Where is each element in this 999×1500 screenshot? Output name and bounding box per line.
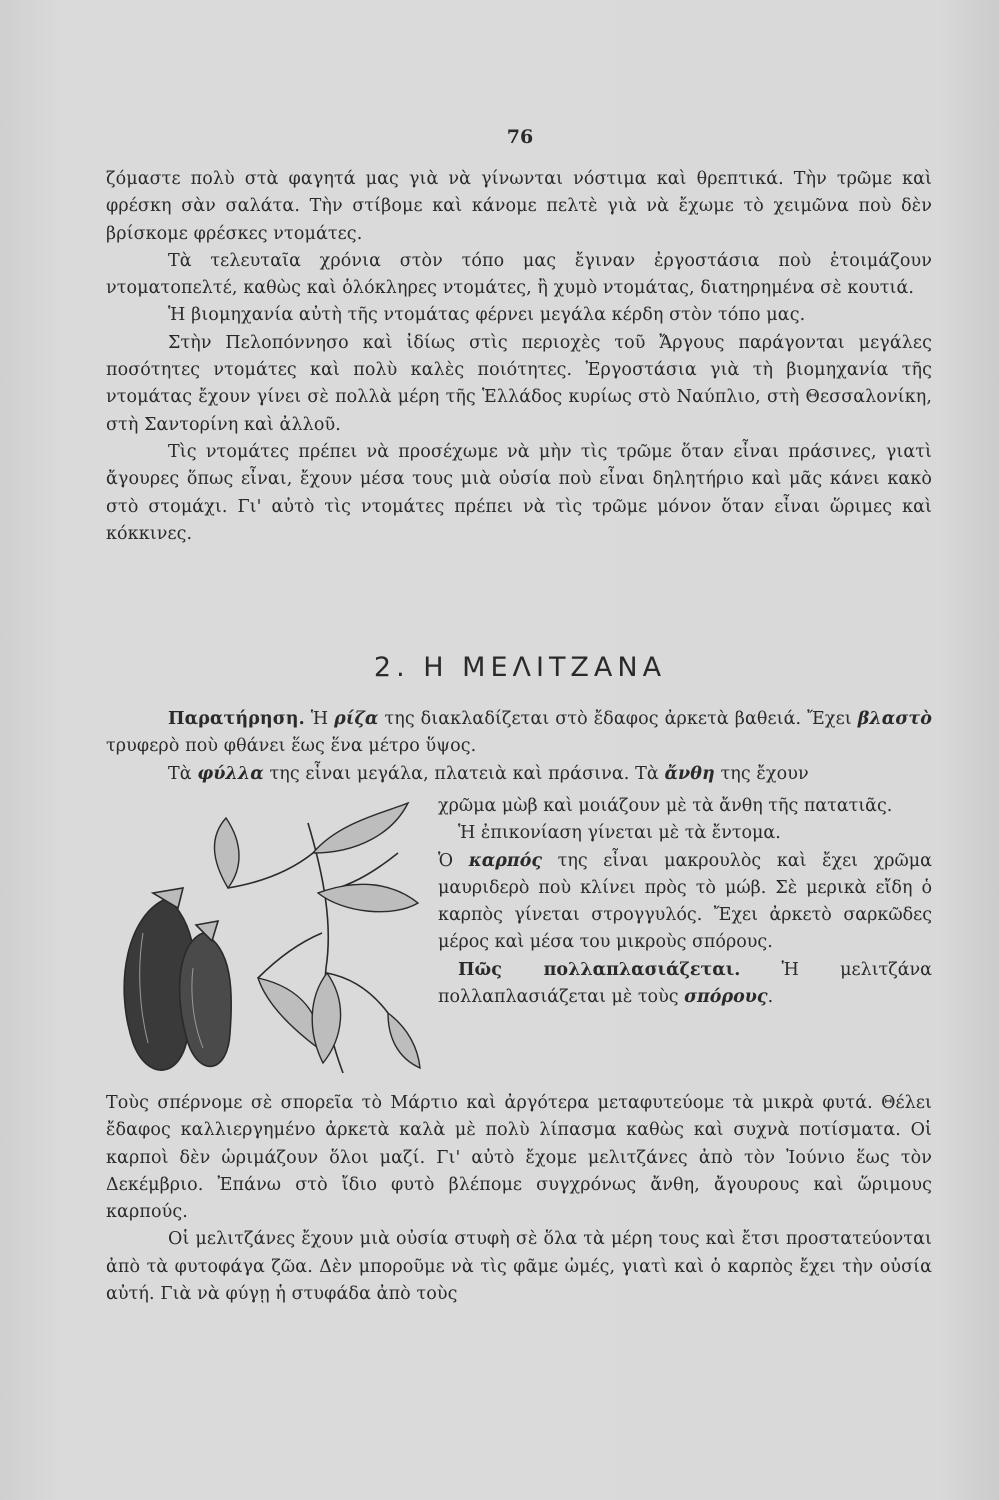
propagation-heading: Πῶς πολλαπλασιάζεται.: [458, 959, 741, 980]
tomato-section: [106, 166, 932, 548]
paragraph: Οἱ μελιτζάνες ἔχουν μιὰ οὐσία στυφὴ σὲ ὅλα τὰ μέρη τους καὶ ἔτσι προστατεύονται ἀπὸ τὰ φυτοφάγα ζῶα. Δὲν μποροῦμε νὰ τὶς φᾶμε ὠμές, γιατὶ καὶ ὁ καρπὸς ἔχει τὴν οὐσία αὐτή. Γιὰ νὰ φύγῃ ἡ στυφάδα ἀπὸ τοὺς: [106, 1229, 932, 1305]
root-term: ρίζα: [334, 709, 379, 729]
paragraph: Τὶς ντομάτες πρέπει νὰ προσέχωμε νὰ μὴν τὶς τρῶμε ὅταν εἶναι πράσινες, γιατὶ ἄγουρες ὅπως εἶναι, ἔχουν μέσα τους μιὰ οὐσία ποὺ εἶναι δηλητήριο καὶ μᾶς κάνει κακὸ στὸ στομάχι. Γι' αὐτὸ τὶς ντομάτες πρέπει νὰ τὶς τρῶμε μόνον ὅταν εἶναι ὥριμες καὶ κόκκινες.: [106, 441, 932, 544]
flowers-term: ἄνθη: [664, 763, 715, 784]
observation-label: Παρατήρηση.: [168, 709, 305, 729]
cultivation-section: [106, 1090, 932, 1308]
eggplant-fruit: [180, 933, 232, 1066]
stem-term: βλαστὸ: [857, 709, 933, 729]
leaves-term: φύλλα: [197, 763, 264, 784]
eggplant-observation: [106, 706, 932, 788]
paragraph: Ἡ ἐπικονίαση γίνεται μὲ τὰ ἔντομα.: [458, 823, 781, 844]
seeds-term: σπόρους: [684, 987, 768, 1008]
paragraph: Ὁ καρπός της εἶναι μακρουλὸς καὶ ἔχει χρῶμα μαυριδερὸ ποὺ κλίνει πρὸς τὸ μώβ. Σὲ μερικὰ εἴδη ὁ καρπὸς γίνεται στρογγυλός. Ἔχει ἀρκετὸ σαρκῶδες μέρος καὶ μέσα του μικροὺς σπόρους.: [438, 850, 932, 953]
paragraph: Ἡ βιομηχανία αὐτὴ τῆς ντομάτας φέρνει μεγάλα κέρδη στὸν τόπο μας.: [168, 305, 806, 326]
page-number: 76: [506, 126, 534, 148]
section-title: 2. Η ΜΕΛΙΤΖΑΝΑ: [373, 652, 667, 683]
paragraph: Πῶς πολλαπλασιάζεται. Ἡ μελιτζάνα πολλαπλασιάζεται μὲ τοὺς σπόρους.: [438, 959, 932, 1008]
fruit-term: καρπός: [468, 850, 543, 871]
paragraph: Τὰ τελευταῖα χρόνια στὸν τόπο μας ἔγιναν ἐργοστάσια ποὺ ἑτοιμάζουν ντοματοπελτέ, καθὼς καὶ ὁλόκληρες ντομάτες, ἢ χυμὸ ντομάτας, διατηρημένα σὲ κουτιά.: [106, 250, 932, 299]
wrapped-text: [438, 793, 932, 1011]
paragraph: Τοὺς σπέρνομε σὲ σπορεῖα τὸ Μάρτιο καὶ ἀργότερα μεταφυτεύομε τὰ μικρὰ φυτά. Θέλει ἔδαφος καλλιεργημένο ἀρκετὰ καλὰ μὲ πολὺ λίπασμα καθὼς καὶ συχνὰ ποτίσματα. Οἱ καρποὶ δὲν ὡριμάζουν ὅλοι μαζί. Γι' αὐτὸ ἔχομε μελιτζάνες ἀπὸ τὸν Ἰούνιο ἕως τὸν Δεκέμβριο. Ἐπάνω στὸ ἴδιο φυτὸ βλέπομε συγχρόνως ἄνθη, ἄγουρους καὶ ὥριμους καρπούς.: [106, 1093, 932, 1223]
paragraph: Τὰ φύλλα της εἶναι μεγάλα, πλατειὰ καὶ πράσινα. Τὰ ἄνθη της ἔχουν: [168, 763, 809, 784]
paragraph: ζόμαστε πολὺ στὰ φαγητά μας γιὰ νὰ γίνωνται νόστιμα καὶ θρεπτικά. Τὴν τρῶμε καὶ φρέσκη σὰν σαλάτα. Τὴν στίβομε καὶ κάνομε πελτὲ γιὰ νὰ ἔχωμε τὸ χειμῶνα ποὺ δὲν βρίσκομε φρέσκες ντομάτες.: [106, 169, 932, 244]
paragraph: Παρατήρηση. Ἡ ρίζα της διακλαδίζεται στὸ ἔδαφος ἀρκετὰ βαθειά. Ἔχει βλαστὸ τρυφερὸ ποὺ φθάνει ἕως ἕνα μέτρο ὕψος.: [106, 709, 933, 757]
paragraph: χρῶμα μὼβ καὶ μοιάζουν μὲ τὰ ἄνθη τῆς πατατιᾶς.: [438, 796, 893, 816]
paragraph: Στὴν Πελοπόννησο καὶ ἰδίως στὶς περιοχὲς τοῦ Ἄργους παράγονται μεγάλες ποσότητες ντομάτες καὶ πολὺ καλὲς ποιότητες. Ἐργοστάσια γιὰ τὴ βιομηχανία τῆς ντομάτας ἔχουν γίνει σὲ πολλὰ μέρη τῆς Ἑλλάδος κυρίως στὸ Ναύπλιο, στὴ Θεσσαλονίκη, στὴ Σαντορίνη καὶ ἀλλοῦ.: [106, 332, 932, 435]
eggplant-illustration: [108, 793, 428, 1088]
